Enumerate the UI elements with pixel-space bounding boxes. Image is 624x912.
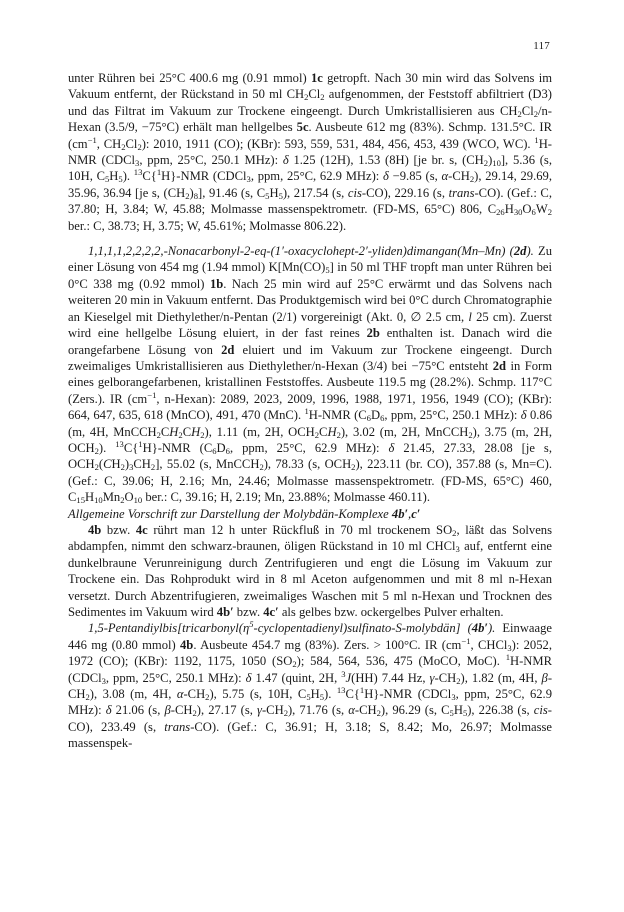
paragraph-compound-4b-prime: $1,5-Pentandiylbis[tricarbonyl(\eta^5-cyclopentadienyl)sulfinato-S-molybdän]$ (4b′). Einwaage 446 mg (0.80 mmol) 4b. Ausbeute 454.7 mg (83%). Zers. > 100°C. IR ($cm^{-1}$, CHCl$_3$): 2052, 1972 (CO); (KBr): 1192, 1175, 1050 $(SO_2)$; 584, 564, 536, 475 (MoCO, MoC). $^1$H-NMR (CDCl$_3$, ppm, 25°C, 250.1 MHz): δ 1.47 (quint, 2H, $^3$J(HH) 7.44 Hz, $\gamma-CH_2$), 1.82 (m, 4H, $\beta-CH_2$), 3.08 (m, 4H, $\alpha-CH_2$), 5.75 (s, 10H, $C_5H_5$). $^{13}$C{$^1$H}-NMR (CDCl$_3$, ppm, 25°C, 62.9 MHz): δ 21.06 (s, $\beta-CH_2$), 27.17 (s, $\gamma-CH_2$), 71.76 (s, $\alpha-CH_2$), 96.29 (s, $C_5H_5$), 226.38 (s, cis-CO), 233.49 (s, trans-CO). (Gef.: C, 36.91; H, 3.18; S, 8.42; Mo, 26.97; Molmasse massenspek-	[68, 619, 553, 751]
section-heading-molybdenum: Allgemeine Vorschrift zur Darstellung der Molybdän-Komplexe 4b′,c′	[68, 506, 421, 521]
paragraph-compound-5c: unter Rühren bei 25°C 400.6 mg (0.91 mmol) 1c getropft. Nach 30 min wird das Solvens im Vakuum entfernt, der Rückstand in 50 ml $CH_2Cl_2$ aufgenommen, der Feststoff abfiltriert (D3) und das Filtrat im Vakuum zur Trockene eingeengt. Durch Umkristallisieren aus $CH_2Cl_2/n$-Hexan (3.5/9, −75°C) erhält man hellgelbes 5c. Ausbeute 612 mg (83%). Schmp. 131.5°C. IR ($cm^{-1}$, $CH_2Cl_2$): 2010, 1911 (CO); (KBr): 593, 559, 531, 484, 456, 453, 439 (WCO, WC). $^1$H-NMR (CDCl$_3$, ppm, 25°C, 250.1 MHz): δ 1.25 (12H), 1.53 (8H) [je br. s, $(CH_2)_{10}$], 5.36 (s, 10H, $C_5H_5$). $^{13}$C{$^1$H}-NMR (CDCl$_3$, ppm, 25°C, 62.9 MHz): δ −9.85 (s, $\alpha-CH_2$), 29.14, 29.69, 35.96, 36.94 [je s, $(CH_2)_8$], 91.46 (s, $C_5H_5$), 217.54 (s, cis-CO), 229.16 (s, trans-CO). (Gef.: C, 37.80; H, 3.84; W, 45.88; Molmasse massenspektrometr. (FD-MS, 65°C) 806, $C_{26}H_{30}O_6W_2$ ber.: C, 38.73; H, 3.75; W, 45.61%; Molmasse 806.22).	[68, 71, 553, 233]
paragraph-compound-2d: 1,1,1,1,2,2,2,2,-Nonacarbonyl-2-eq-(1′-oxacyclohept-2′-yliden)dimangan(Mn–Mn) (2d). Zu einer Lösung von 454 mg (1.94 mmol) $K[Mn(CO)_5]$ in 50 ml THF tropft man unter Rühren bei 0°C 338 mg (0.92 mmol) 1b. Nach 25 min wird auf 25°C erwärmt und das Solvens nach weiteren 20 min in Vakuum entfernt. Das Produktgemisch wird bei 0°C durch Chromatographie an Kieselgel mit Diethylether/n-Pentan (2/1) vorgereinigt (Akt. 0, ∅ 2.5 cm, l 25 cm). Zuerst wird eine hellgelbe Lösung eluiert, in der fast reines 2b enthalten ist. Danach wird die orangefarbene Lösung von 2d eluiert und im Vakuum zur Trockene eingeengt. Durch zweimaliges Umkristallisieren aus Diethylether/n-Hexan (3/4) bei −75°C entsteht 2d in Form eines gelborangefarbenen, kristallinen Feststoffes. Ausbeute 119.5 mg (28.2%). Schmp. 117°C (Zers.). IR ($cm^{-1}$, n-Hexan): 2089, 2023, 2009, 1996, 1988, 1971, 1956, 1949 (CO); (KBr): 664, 647, 635, 618 (MnCO), 491, 470 (MnC). $^1$H-NMR ($C_6D_6$, ppm, 25°C, 250.1 MHz): δ 0.86 (m, 4H, $MnCCH_2CH_2CH_2$), 1.11 (m, 2H, $OCH_2CH_2$), 3.02 (m, 2H, MnCCH$_2$), 3.75 (m, 2H, $OCH_2$). $^{13}$C{$^1$H}-NMR ($C_6D_6$, ppm, 25°C, 62.9 MHz): δ 21.45, 27.33, 28.08 [je s, $OCH_2(CH_2)_3CH_2$], 55.02 (s, MnCCH$_2$), 78.33 (s, $OCH_2$), 223.11 (br. CO), 357.88 (s, Mn=C). (Gef.: C, 39.06; H, 2.16; Mn, 24.46; Molmasse massenspektrometr. (FD-MS, 65°C) 460, $C_{15}H_{10}Mn_2O_{10}$ ber.: C, 39.16; H, 2.19; Mn, 23.88%; Molmasse 460.11).	[68, 244, 553, 506]
paragraph-general-procedure: 4b bzw. 4c rührt man 12 h unter Rückfluß in 70 ml trockenem $SO_2$, läßt das Solvens abdampfen, nimmt den schwarz-braunen, öligen Rückstand in 10 ml CHCl$_3$ auf, entfernt eine dunkelbraune Verunreinigung durch Zentrifugieren und engt die Lösung im Vakuum zur Trockene ein. Das Rohprodukt wird in 8 ml Aceton aufgenommen und mit 8 ml n-Hexan versetzt. Durch Abzentrifugieren, zweimaliges Waschen mit 5 ml n-Hexan und Trocknen des Sedimentes im Vakuum wird 4b′ bzw. 4c′ als gelbes bzw. ockergelbes Pulver erhalten.	[68, 522, 552, 619]
page-number: 117	[533, 40, 550, 52]
article-body	[68, 70, 552, 752]
